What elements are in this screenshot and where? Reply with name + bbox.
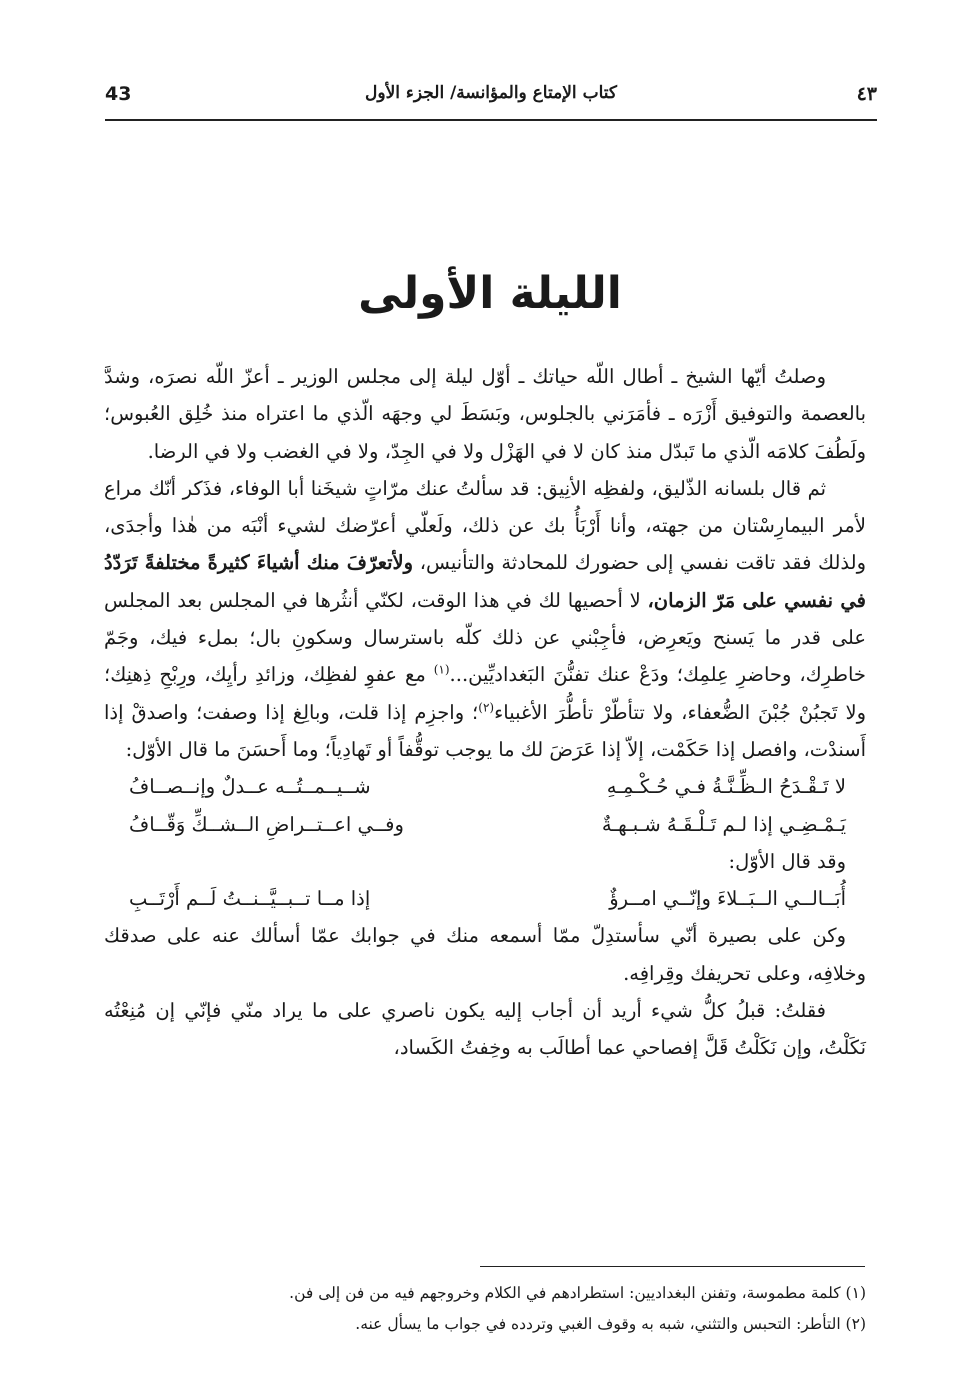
- verse-line-2: [104, 806, 866, 843]
- footnote-1: (١) كلمة مطموسة، وتفنن البغداديين: استطرادهم في الكلام وخروجهم فيه من فن إلى فن.: [289, 1284, 866, 1302]
- verse-2-second-hemistich: وفــي اعــتــراضِ الــشــكِّ وَقّــافُ: [129, 812, 404, 836]
- verse-line-1: [104, 768, 866, 805]
- verse-1-second-hemistich: شــيــمــتُــه عــدلٌ وإنــصــافُ: [129, 775, 371, 799]
- paragraph-2: [104, 470, 866, 768]
- paragraph-1: وصلتُ أيّها الشيخ ـ أطال اللّه حياتك ـ أوّل ليلة إلى مجلس الوزير ـ أعزّ اللّه نصرَه، وشدَّ بالعصمة والتوفيق أَزْرَه ـ فأمَرَني بالجلوس، وبَسَطَ لي وجهَه الّذي ما اعتراه منذ خُلِق العُبوس؛ ولَطُفَ كلامَه الّذي ما تَبدّل منذ كان لا في الهَزْل ولا في الجِدّ، ولا في الغضب ولا في الرضا.: [104, 365, 866, 463]
- paragraph-2-text-d: ؛ واجزِم إذا قلت، وبالِغ إذا وصفت؛ واصدقْ إذا أَسندْت، وافصل إذا حَكَمْت، إلاّ إذا عَرَضَ لك ما يوجب توقُّفاً أو تَهادِياً؛ وما أَحسَنَ ما قال الأوّل:: [104, 700, 866, 761]
- verse-2-first-hemistich: يَـمْـضِـي إذا لـم تَـلْـقَـهُ شـبـهـةٌ: [601, 812, 846, 836]
- paragraph-3: وقد قال الأوّل:: [728, 849, 846, 873]
- paragraph-2-text-a: ثم قال بلسانه الذّليق، ولفظِه الأنِيق: قد سألتُ عنك مرّاتٍ شيخَنا أبا الوفاء، فذَكر أنّك مراع لأمر البيمارِسْتان من جهته، وأنا أَرْبَأُ بك عن ذلك، ولَعلّي أعرّضك لشيء أنْبَه من هٰذا وأجدَى، ولذلك فقد تاقت نفسي إلى حضورك للمحادثة والتأنيس،: [104, 476, 867, 575]
- paragraph-5: فقلتُ: قبلُ كلُّ شيء أريد أن أجاب إليه يكون ناصري على ما يراد منّي فإنّي إن مُنِعْتُه نَكَلْتُ، وإن نَكَلْتُ قَلَّ إفصاحي عما أطالَب به وخِفتُ الكَساد،: [104, 999, 866, 1060]
- running-title: كتاب الإمتاع والمؤانسة/ الجزء الأول: [365, 83, 617, 103]
- paragraph-4: وكن على بصيرة أنّي سأستدِلّ ممّا أسمعه منك في جوابك عمّا أسألك عنه على صدقك وخلافِه، وعلى تحريفك وقِرافِه.: [104, 924, 866, 985]
- footnote-separator: [480, 1266, 865, 1267]
- paragraph-2-text-c: مع عفوِ لفظِك، وزائدِ رأيِك، ورِبْحِ ذِهنِك؛ ولا تَجبُنْ جُبْنَ الضُّعفاء، ولا تتأطّرْ تأطُّرَ الأغبياء: [104, 663, 866, 724]
- verse-3-first-hemistich: أُبَــالــي الــبَــلاءَ وإنّــي امــرؤٌ: [609, 887, 846, 911]
- verse-1-first-hemistich: لا تَـقْـدَحُ الـظِّـنَّـةُ فـي حُـكْـمِـهِ: [606, 775, 846, 799]
- footnote-2: (٢) التأطر: التحبس والتثني، شبه به وقوف الغبي وتردده في جواب ما يسأل عنه.: [355, 1315, 866, 1333]
- chapter-title: الليلة الأولى: [358, 268, 622, 319]
- verse-line-3: [104, 880, 866, 917]
- page-header: [105, 83, 877, 121]
- page-number-latin: 43: [105, 83, 132, 105]
- footnotes: [104, 1278, 866, 1340]
- paragraph-2-text-b: لا أحصيها لك في هذا الوقت، لكنّي أنثُرها في المجلس بعد المجلس على قدر ما يَسنح ويَعرِض، فأجِبْني عن ذلك كلّه باسترسال وسكونِ بال؛ بملء فيك، وجَمّ خاطرِك، وحاضرِ عِلمِك؛ ودَعْ عنك تفنُّنَ البَغداديِّين...: [104, 588, 866, 687]
- footnote-ref-1: (١): [433, 662, 450, 677]
- verse-3-second-hemistich: إذا مــا تــبــيَّــنــتُ لَــم أَرْتَــبِ: [129, 887, 371, 911]
- footnote-ref-2: (٢): [478, 700, 495, 715]
- page-number-arabic: ٤٣: [856, 83, 877, 105]
- main-text: [104, 358, 866, 1067]
- paragraph-2-bold: ولأتعرّفَ منك أشياءَ كثيرةً مختلفةً تَرَدّدُ في نفسي على مَرّ الزمان،: [104, 551, 866, 612]
